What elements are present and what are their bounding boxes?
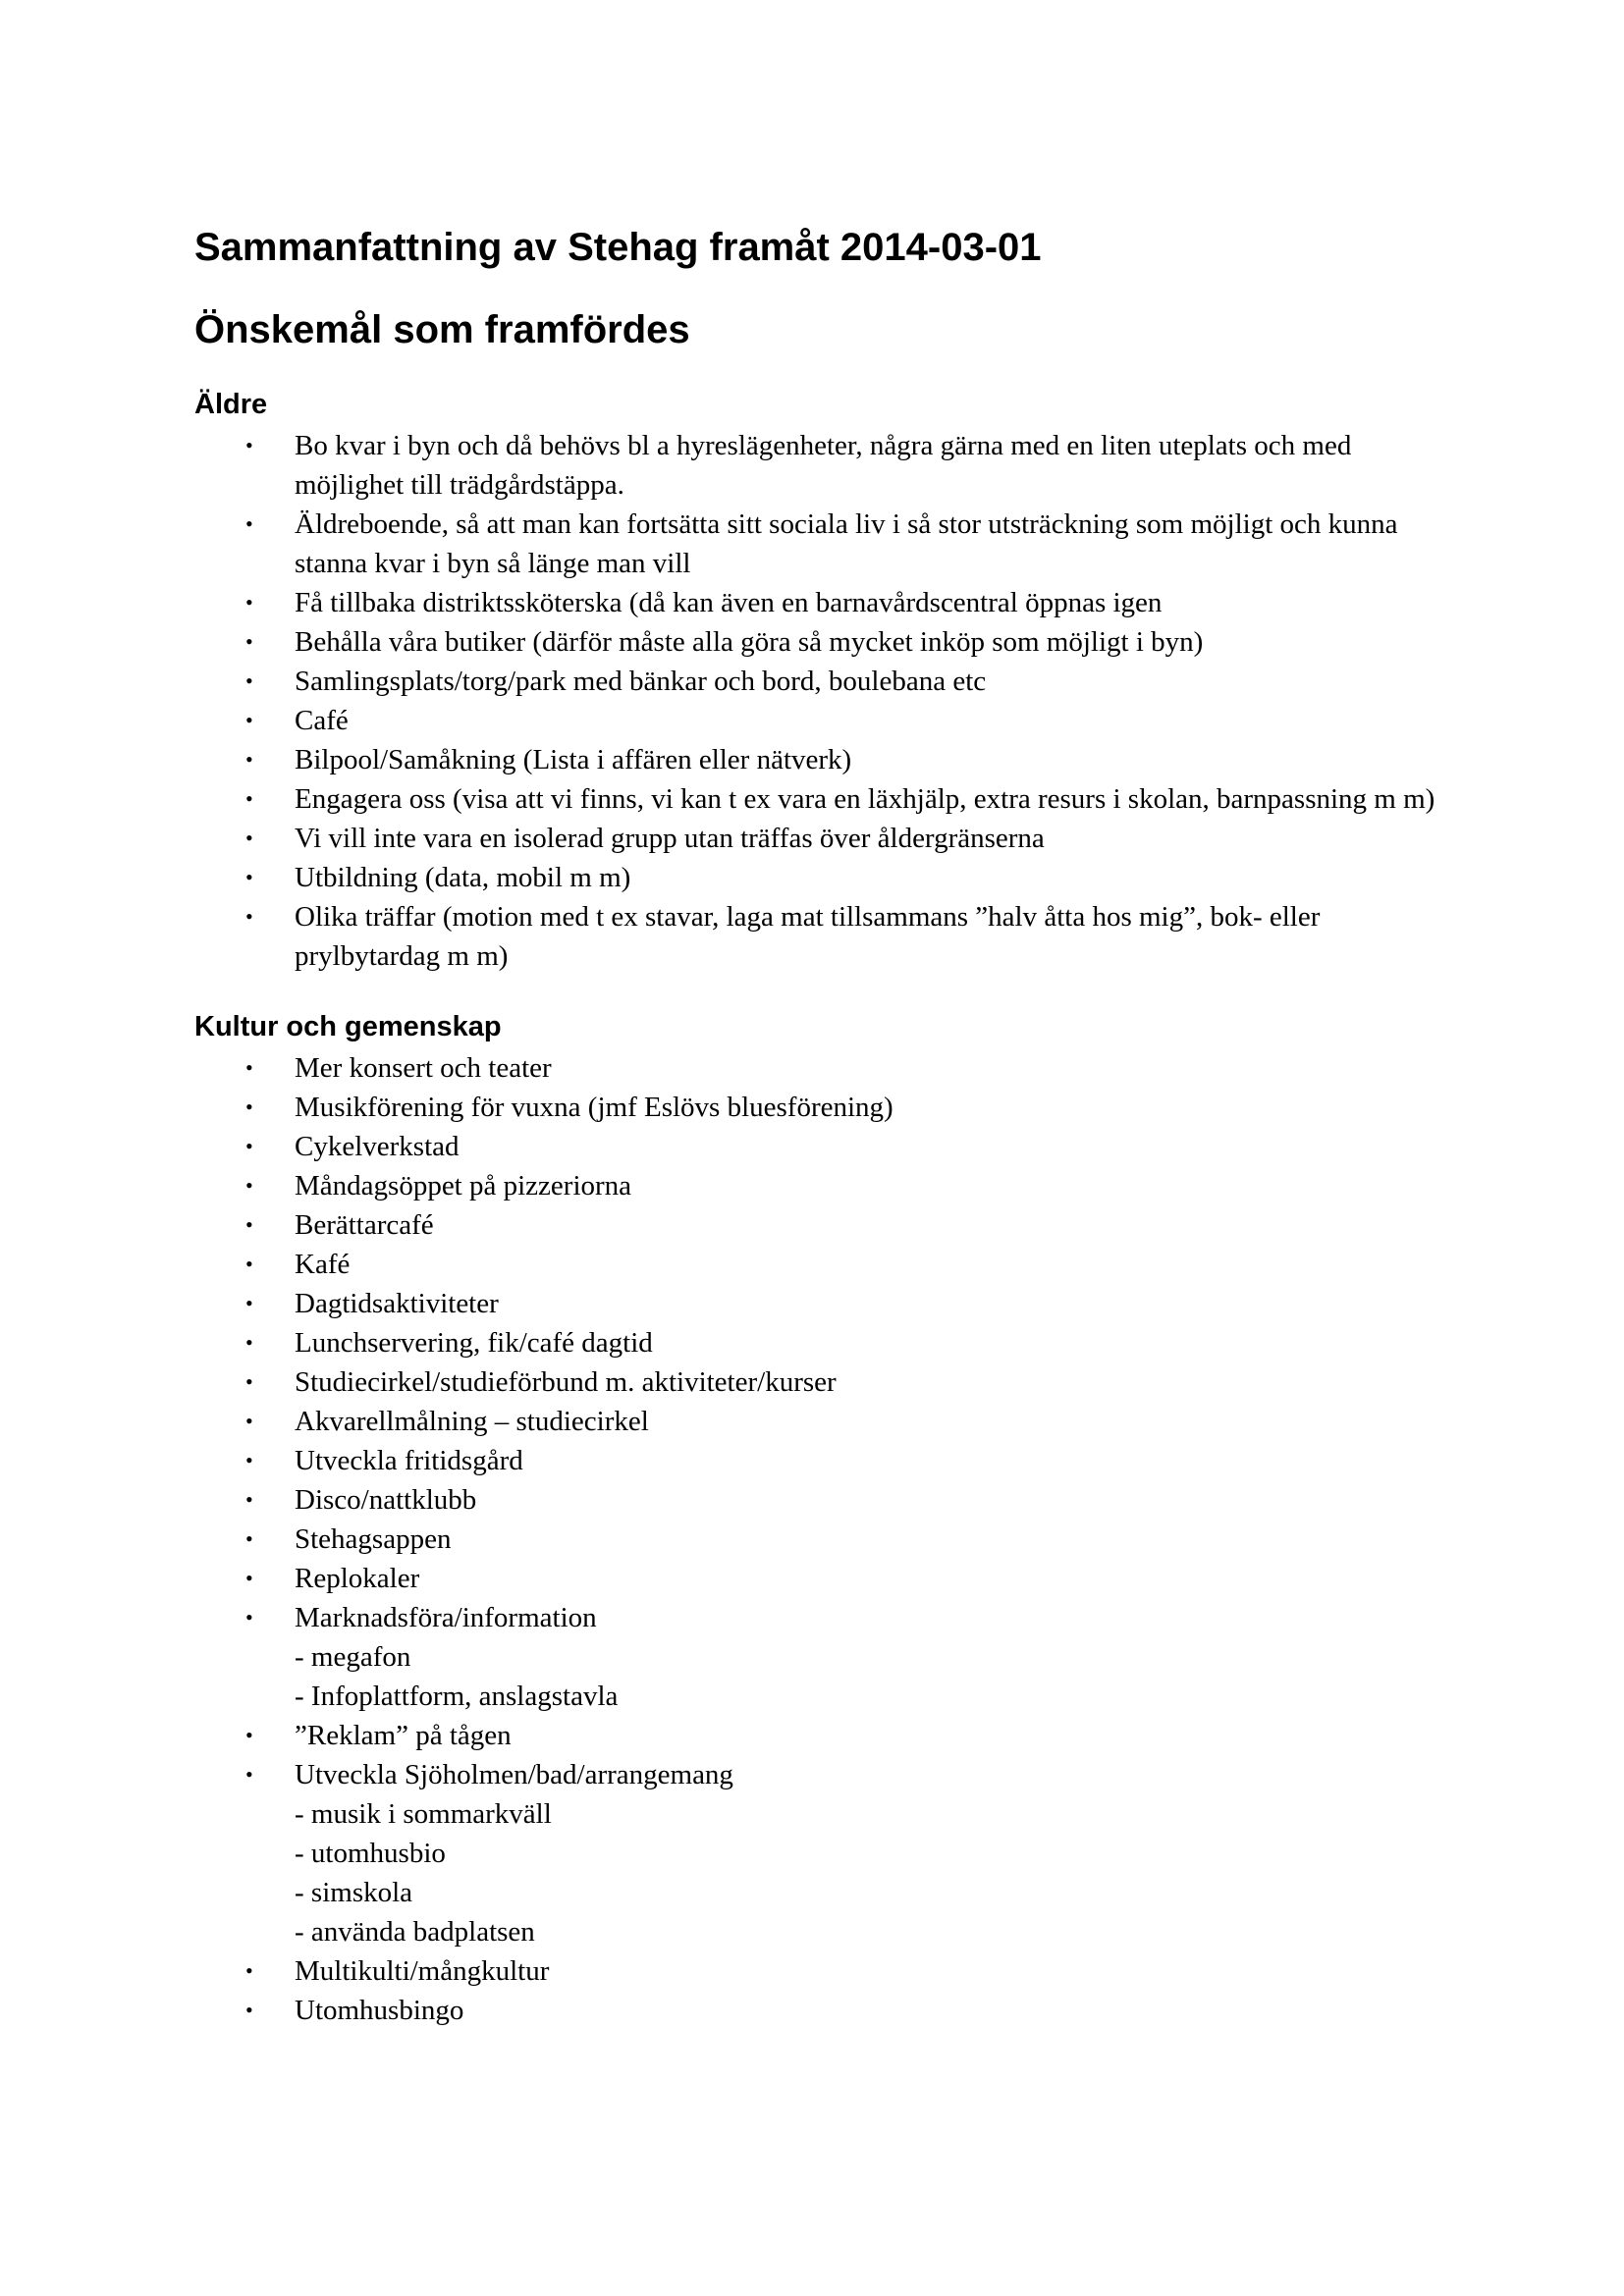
bullet-icon: • <box>245 1173 253 1198</box>
bullet-icon: • <box>245 904 253 929</box>
bullet-icon: • <box>245 1958 253 1983</box>
list-item <box>194 1166 1451 1205</box>
bullet-icon: • <box>245 1330 253 1355</box>
list-item-text: Studiecirkel/studieförbund m. aktiviteter/kurser <box>295 1366 837 1398</box>
list-item-text: Dagtidsaktiviteter <box>295 1288 499 1319</box>
list-item <box>194 1951 1451 1991</box>
list-item-text: Bo kvar i byn och då behövs bl a hyreslägenheter, några gärna med en liten uteplats och med möjlighet till trädgårdstäppa. <box>295 430 1352 501</box>
bullet-icon: • <box>245 1252 253 1276</box>
list-item <box>194 858 1451 897</box>
list-item-text: Behålla våra butiker (därför måste alla göra så mycket inköp som möjligt i byn) <box>295 626 1204 658</box>
list-item <box>194 740 1451 779</box>
bullet-icon: • <box>245 1526 253 1551</box>
bullet-icon: • <box>245 590 253 614</box>
bullet-icon: • <box>245 1448 253 1472</box>
list-item <box>194 1088 1451 1127</box>
list-item <box>194 1991 1451 2030</box>
list-item <box>194 1441 1451 1480</box>
list-item <box>194 662 1451 701</box>
list-item-text: Cykelverkstad <box>295 1131 460 1162</box>
bullet-icon: • <box>245 1212 253 1237</box>
bullet-icon: • <box>245 511 253 536</box>
list-item-text: Musikförening för vuxna (jmf Eslövs bluesförening) <box>295 1092 893 1123</box>
list-item <box>194 1480 1451 1520</box>
list-item <box>194 583 1451 622</box>
list-item-text: Få tillbaka distriktssköterska (då kan även en barnavårdscentral öppnas igen <box>295 587 1163 618</box>
list-item-text: Berättarcafé <box>295 1209 434 1241</box>
bullet-icon: • <box>245 1998 253 2022</box>
list-item <box>194 1245 1451 1284</box>
list-item <box>194 1755 1451 1951</box>
list-item-text: Bilpool/Samåkning (Lista i affären eller nätverk) <box>295 744 852 775</box>
list-item <box>194 1205 1451 1245</box>
list-item <box>194 505 1451 583</box>
list-item-text: Vi vill inte vara en isolerad grupp utan träffas över åldergränserna <box>295 823 1045 854</box>
list-item-text: Café <box>295 705 349 736</box>
list-item-text: Olika träffar (motion med t ex stavar, laga mat tillsammans ”halv åtta hos mig”, bok- eller prylbytardag m m) <box>295 901 1321 972</box>
bullet-icon: • <box>245 1291 253 1315</box>
list-item-text: Engagera oss (visa att vi finns, vi kan t ex vara en läxhjälp, extra resurs i skolan, barnpassning m m) <box>295 783 1435 815</box>
list-item <box>194 1402 1451 1441</box>
sub-list-item: - Infoplattform, anslagstavla <box>295 1677 1451 1716</box>
bullet-list-kultur <box>194 1048 1451 2030</box>
sub-list-item: - simskola <box>295 1873 1451 1912</box>
list-item-text: Äldreboende, så att man kan fortsätta sitt sociala liv i så stor utsträckning som möjligt och kunna stanna kvar i byn så länge man vill <box>295 508 1398 579</box>
document-title: Sammanfattning av Stehag framåt 2014-03-01 <box>194 226 1042 269</box>
list-item-text: Utomhusbingo <box>295 1995 464 2026</box>
list-item <box>194 1362 1451 1402</box>
list-item-text: ”Reklam” på tågen <box>295 1720 512 1751</box>
bullet-icon: • <box>245 708 253 732</box>
list-item-text: Disco/nattklubb <box>295 1484 477 1516</box>
bullet-icon: • <box>245 1369 253 1394</box>
list-item <box>194 1048 1451 1088</box>
bullet-list-aldre <box>194 426 1451 976</box>
list-item <box>194 701 1451 740</box>
sub-list-item: - megafon <box>295 1637 1451 1677</box>
bullet-icon: • <box>245 1762 253 1787</box>
list-item-text: Kafé <box>295 1249 351 1280</box>
list-item <box>194 1598 1451 1716</box>
list-item <box>194 897 1451 976</box>
document-subtitle: Önskemål som framfördes <box>194 308 690 351</box>
list-item <box>194 779 1451 819</box>
bullet-icon: • <box>245 1566 253 1590</box>
list-item-text: Mer konsert och teater <box>295 1052 552 1084</box>
bullet-icon: • <box>245 1605 253 1629</box>
bullet-icon: • <box>245 1409 253 1433</box>
list-item <box>194 1716 1451 1755</box>
list-item-text: Akvarellmålning – studiecirkel <box>295 1406 649 1437</box>
section-heading-aldre: Äldre <box>194 389 268 420</box>
list-item <box>194 1559 1451 1598</box>
list-item <box>194 1520 1451 1559</box>
bullet-icon: • <box>245 1723 253 1747</box>
list-item <box>194 819 1451 858</box>
list-item <box>194 1127 1451 1166</box>
list-item-text: Utveckla Sjöholmen/bad/arrangemang <box>295 1759 733 1790</box>
list-item-text: Måndagsöppet på pizzeriorna <box>295 1170 632 1201</box>
bullet-icon: • <box>245 747 253 772</box>
list-item-text: Stehagsappen <box>295 1523 452 1555</box>
sub-list-item: - musik i sommarkväll <box>295 1794 1451 1834</box>
bullet-icon: • <box>245 1487 253 1512</box>
bullet-icon: • <box>245 1095 253 1119</box>
bullet-icon: • <box>245 826 253 850</box>
list-item <box>194 426 1451 505</box>
list-item-text: Utbildning (data, mobil m m) <box>295 862 631 893</box>
sub-list-item: - använda badplatsen <box>295 1912 1451 1951</box>
list-item <box>194 622 1451 662</box>
list-item-text: Lunchservering, fik/café dagtid <box>295 1327 653 1359</box>
bullet-icon: • <box>245 786 253 811</box>
list-item <box>194 1323 1451 1362</box>
bullet-icon: • <box>245 668 253 693</box>
document-content <box>194 224 1451 2030</box>
bullet-icon: • <box>245 1055 253 1080</box>
bullet-icon: • <box>245 433 253 457</box>
list-item <box>194 1284 1451 1323</box>
list-item-text: Samlingsplats/torg/park med bänkar och bord, boulebana etc <box>295 666 987 697</box>
list-item-text: Utveckla fritidsgård <box>295 1445 523 1476</box>
list-item-text: Marknadsföra/information <box>295 1602 597 1633</box>
list-item-text: Multikulti/mångkultur <box>295 1955 550 1987</box>
list-item-text: Replokaler <box>295 1563 420 1594</box>
bullet-icon: • <box>245 629 253 654</box>
sub-list-item: - utomhusbio <box>295 1834 1451 1873</box>
bullet-icon: • <box>245 865 253 889</box>
section-heading-kultur: Kultur och gemenskap <box>194 1011 502 1042</box>
bullet-icon: • <box>245 1134 253 1158</box>
